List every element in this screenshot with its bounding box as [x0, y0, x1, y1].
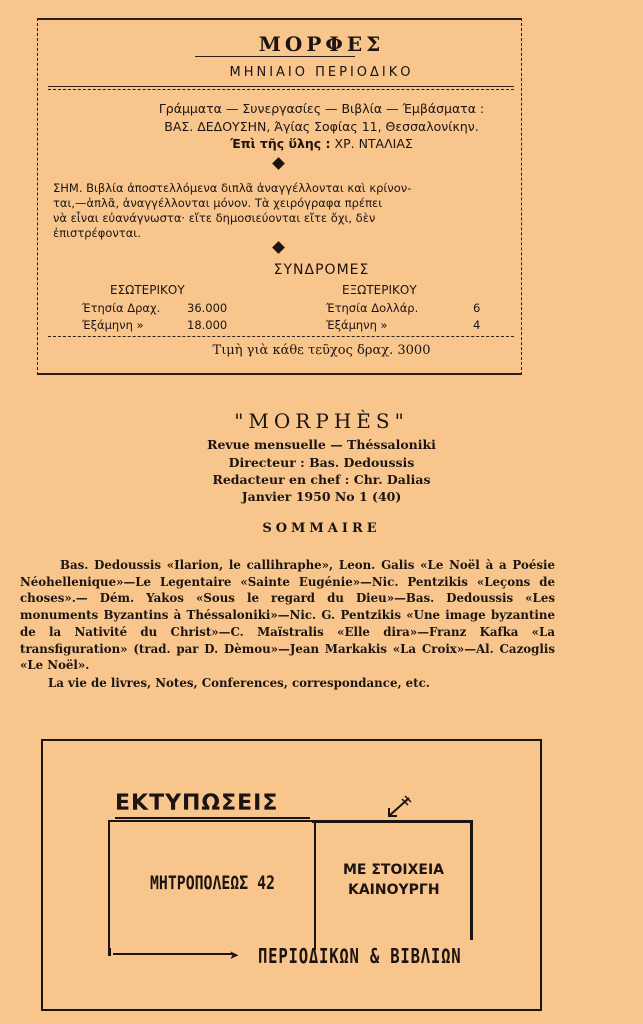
foreign-heading: ΕΞΩΤΕΡΙΚΟΥ — [342, 283, 417, 297]
table-of-contents — [20, 557, 555, 692]
divider — [48, 89, 514, 90]
foreign-half-price: 4 — [473, 318, 481, 332]
foreign-half-label: Έξάμηνη » — [326, 318, 388, 332]
french-info-line: Redacteur en chef : Chr. Dalias — [212, 472, 431, 487]
subscriptions-title: ΣΥΝΔΡΟΜΕΣ — [273, 262, 370, 278]
note-line: ἐπιστρέφονται. — [53, 226, 141, 240]
note-line: ται,—ἁπλᾶ, ἀναγγέλλονται μόνον. Τὰ χειρόγραφα πρέπει — [53, 196, 383, 210]
french-info-line: Revue mensuelle — Théssaloniki — [207, 437, 436, 452]
stamp-title-underline — [115, 817, 310, 819]
domestic-yearly-label: Έτησία Δραχ. — [82, 301, 161, 315]
divider — [48, 336, 514, 337]
issue-price: Τιμὴ γιὰ κάθε τεῦχος δραχ. 3000 — [212, 343, 431, 358]
contents-tail: La vie de livres, Notes, Conferences, correspondance, etc. — [48, 675, 430, 690]
stamp-bottom-text: ΠΕΡΙΟΔΙΚΩΝ & ΒΙΒΛΙΩΝ — [258, 944, 462, 968]
foreign-yearly-price: 6 — [473, 301, 481, 315]
editor-line — [0, 136, 643, 151]
stamp-slogan-line: ΚΑΙΝΟΥΡΓΗ — [348, 882, 440, 898]
contact-line: Γράμματα — Συνεργασίες — Βιβλία — Έμβάσματα : — [158, 101, 485, 116]
stamp-slogan-line: ΜΕ ΣΤΟΙΧΕΙΑ — [343, 862, 444, 878]
stamp-address: ΜΗΤΡΟΠΟΛΕΩΣ 42 — [150, 872, 275, 894]
arrow-icon — [385, 793, 415, 819]
note-line: νὰ εἶναι εὐανάγνωστα· εἴτε δημοσιεύονται εἴτε ὄχι, δὲν — [53, 211, 376, 225]
french-info-line: Directeur : Bas. Dedoussis — [228, 455, 415, 470]
note-line: ΣΗΜ. Βιβλία ἀποστελλόμενα διπλᾶ ἀναγγέλλονται καὶ κρίνον- — [53, 181, 412, 195]
magazine-subtitle: ΜΗΝΙΑΙΟ ΠΕΡΙΟΔΙΚΟ — [229, 65, 414, 80]
stamp-frame-segment — [108, 948, 111, 956]
editor-label: Έπὶ τῆς ὕλης : — [230, 136, 331, 151]
issue-date: Janvier 1950 No 1 (40) — [241, 489, 402, 504]
contents-paragraph: Bas. Dedoussis «Ilarion, le callihraphe», Leon. Galis «Le Noël à a Poésie Néohellenique»—Le Legentaire «Sainte Eugénie»—Nic. Pentzikis «Leçons de choses».— Dém. Yakos «Sous le regard du Dieu»—Bas. Dedoussis «Les monuments Byzantins à Théssaloniki»—Nic. G. Pentzikis «Une image byzantine de la Nativité du Christ»—C. Maïstralis «Elle dira»—Franz Kafka «La transfiguration» (trad. par D. Dèmou»—Jean Markakis «La Croix»—Al. Cazoglis «Le Noël». — [20, 558, 555, 673]
address-line: ΒΑΣ. ΔΕΔΟΥΣΗΝ, Άγίας Σοφίας 11, Θεσσαλονίκην. — [164, 119, 479, 134]
domestic-yearly-price: 36.000 — [187, 301, 228, 315]
stamp-frame-segment — [312, 820, 472, 823]
editor-name: ΧΡ. ΝΤΑΛΙΑΣ — [334, 136, 413, 151]
title-underline — [195, 56, 355, 57]
divider — [48, 86, 514, 87]
french-title: "MORPHÈS" — [234, 409, 409, 433]
stamp-frame-segment — [470, 820, 473, 940]
sommaire-heading: SOMMAIRE — [262, 521, 381, 536]
magazine-title: ΜΟΡΦΕΣ — [258, 32, 385, 56]
arrow-right-icon: ➤ — [229, 948, 240, 962]
domestic-heading: ΕΣΩΤΕΡΙΚΟΥ — [110, 283, 185, 297]
foreign-yearly-label: Έτησία Δολλάρ. — [326, 301, 419, 315]
stamp-arrow-line — [113, 953, 233, 955]
domestic-half-label: Έξάμηνη » — [82, 318, 144, 332]
domestic-half-price: 18.000 — [187, 318, 228, 332]
editorial-note — [53, 181, 508, 241]
stamp-title: ΕΚΤΥΠΩΣΕΙΣ — [115, 791, 279, 816]
